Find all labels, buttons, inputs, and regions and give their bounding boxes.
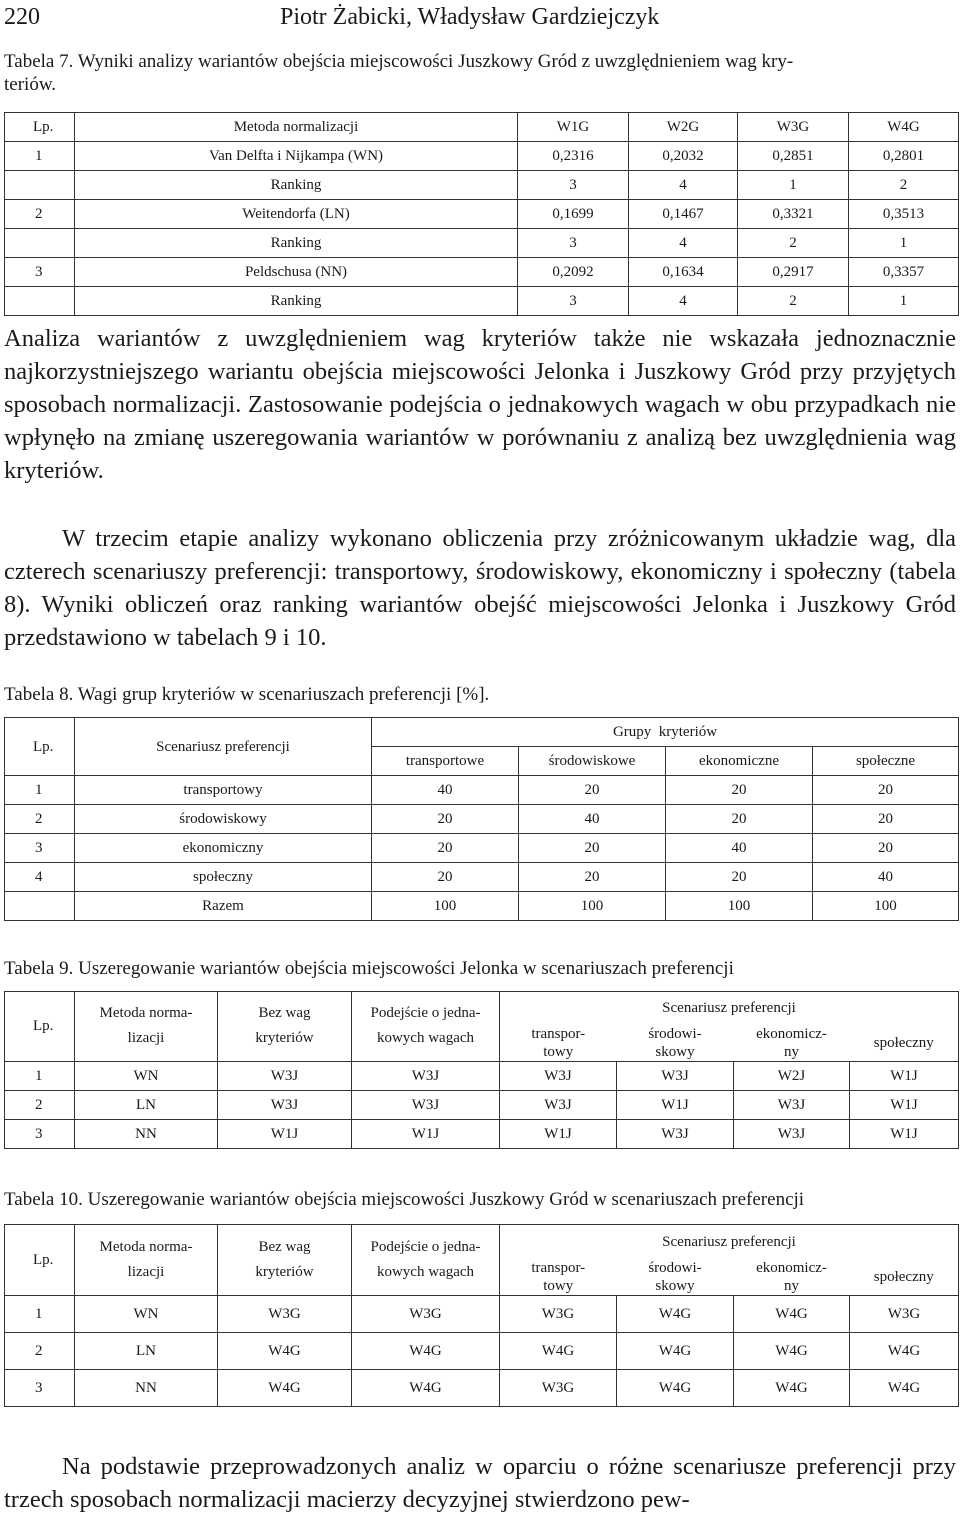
table9-caption: Tabela 9. Uszeregowanie wariantów obejścia miejscowości Jelonka w scenariuszach preferencji <box>4 958 734 979</box>
page-header <box>4 4 956 34</box>
table-header-row: transportowe środowiskowe ekonomiczne społeczne <box>5 747 959 776</box>
table-row: Ranking 3 4 1 2 <box>5 171 959 200</box>
table-header-row: Lp. Metoda normalizacji W1G W2G W3G W4G <box>5 113 959 142</box>
table-row: 1 Van Delfta i Nijkampa (WN) 0,2316 0,2032 0,2851 0,2801 <box>5 142 959 171</box>
table-total-row: Razem 100 100 100 100 <box>5 892 959 921</box>
table-row: Ranking 3 4 2 1 <box>5 287 959 316</box>
table-row: 2 LN W3J W3J W3J W1J W3J W1J <box>5 1090 959 1119</box>
table-row: 3 NN W4G W4G W3G W4G W4G W4G <box>5 1369 959 1406</box>
table-row: 2 LN W4G W4G W4G W4G W4G W4G <box>5 1332 959 1369</box>
body-paragraph: W trzecim etapie analizy wykonano obliczenia przy zróżnicowanym układzie wag, dla czterech scenariuszy preferencji: transportowy, środowiskowy, ekonomiczny i społeczny (tabela 8). Wyniki obliczeń oraz ranking wariantów obejść miejscowości Jelonka i Juszkowy Gród przedstawiono w tabelach 9 i 10. <box>4 525 956 651</box>
table8-caption: Tabela 8. Wagi grup kryteriów w scenariuszach preferencji [%]. <box>4 684 490 705</box>
table9 <box>4 991 959 1149</box>
table-row: 4 społeczny 20 20 20 40 <box>5 863 959 892</box>
table-row: Ranking 3 4 2 1 <box>5 229 959 258</box>
authors: Piotr Żabicki, Władysław Gardziejczyk <box>280 4 660 30</box>
table-row: 1 transportowy 40 20 20 20 <box>5 776 959 805</box>
table-row: 3 ekonomiczny 20 20 40 20 <box>5 834 959 863</box>
table8 <box>4 717 959 921</box>
table-row: 3 NN W1J W1J W1J W3J W3J W1J <box>5 1119 959 1148</box>
table10-caption: Tabela 10. Uszeregowanie wariantów obejścia miejscowości Juszkowy Gród w scenariuszach preferencji <box>4 1189 805 1210</box>
body-paragraph: Analiza wariantów z uwzględnieniem wag kryteriów także nie wskazała jednoznacznie najkorzystniejszego wariantu obejścia miejscowości Jelonka i Juszkowy Gród przy przyjętych sposobach normalizacji. Zastosowanie podejścia o jednakowych wagach w obu przypadkach nie wpłynęło na zmianę uszeregowania wariantów w porównaniu z analizą bez uwzględnienia wag kryteriów. <box>4 325 956 484</box>
table7 <box>4 112 959 316</box>
table-row: 3 Peldschusa (NN) 0,2092 0,1634 0,2917 0,3357 <box>5 258 959 287</box>
table-row: 1 WN W3G W3G W3G W4G W4G W3G <box>5 1295 959 1332</box>
body-paragraph: Na podstawie przeprowadzonych analiz w oparciu o różne scenariusze preferencji przy trzech sposobach normalizacji macierzy decyzyjnej stwierdzono pew- <box>4 1453 956 1513</box>
table7-caption: Tabela 7. Wyniki analizy wariantów obejścia miejscowości Juszkowy Gród z uwzględnieniem wag kry- teriów. <box>4 51 794 95</box>
table-header-row: transpor- towy środowi- skowy ekonomicz- ny społeczny <box>5 1025 959 1062</box>
table-row: 2 środowiskowy 20 40 20 20 <box>5 805 959 834</box>
table-header-row: Lp. Metoda norma- lizacji Bez wag kryteriów Podejście o jedna- kowych wagach Scenariusz preferencji <box>5 992 959 1025</box>
table-header-row: Lp. Metoda norma- lizacji Bez wag kryteriów Podejście o jedna- kowych wagach Scenariusz preferencji <box>5 1225 959 1259</box>
page-number: 220 <box>4 4 40 30</box>
table-row: 2 Weitendorfa (LN) 0,1699 0,1467 0,3321 0,3513 <box>5 200 959 229</box>
table10 <box>4 1224 959 1407</box>
table-row: 1 WN W3J W3J W3J W3J W2J W1J <box>5 1061 959 1090</box>
table-header-row: Lp. Scenariusz preferencji Grupy kryteriów <box>5 718 959 747</box>
table-header-row: transpor- towy środowi- skowy ekonomicz- ny społeczny <box>5 1259 959 1296</box>
